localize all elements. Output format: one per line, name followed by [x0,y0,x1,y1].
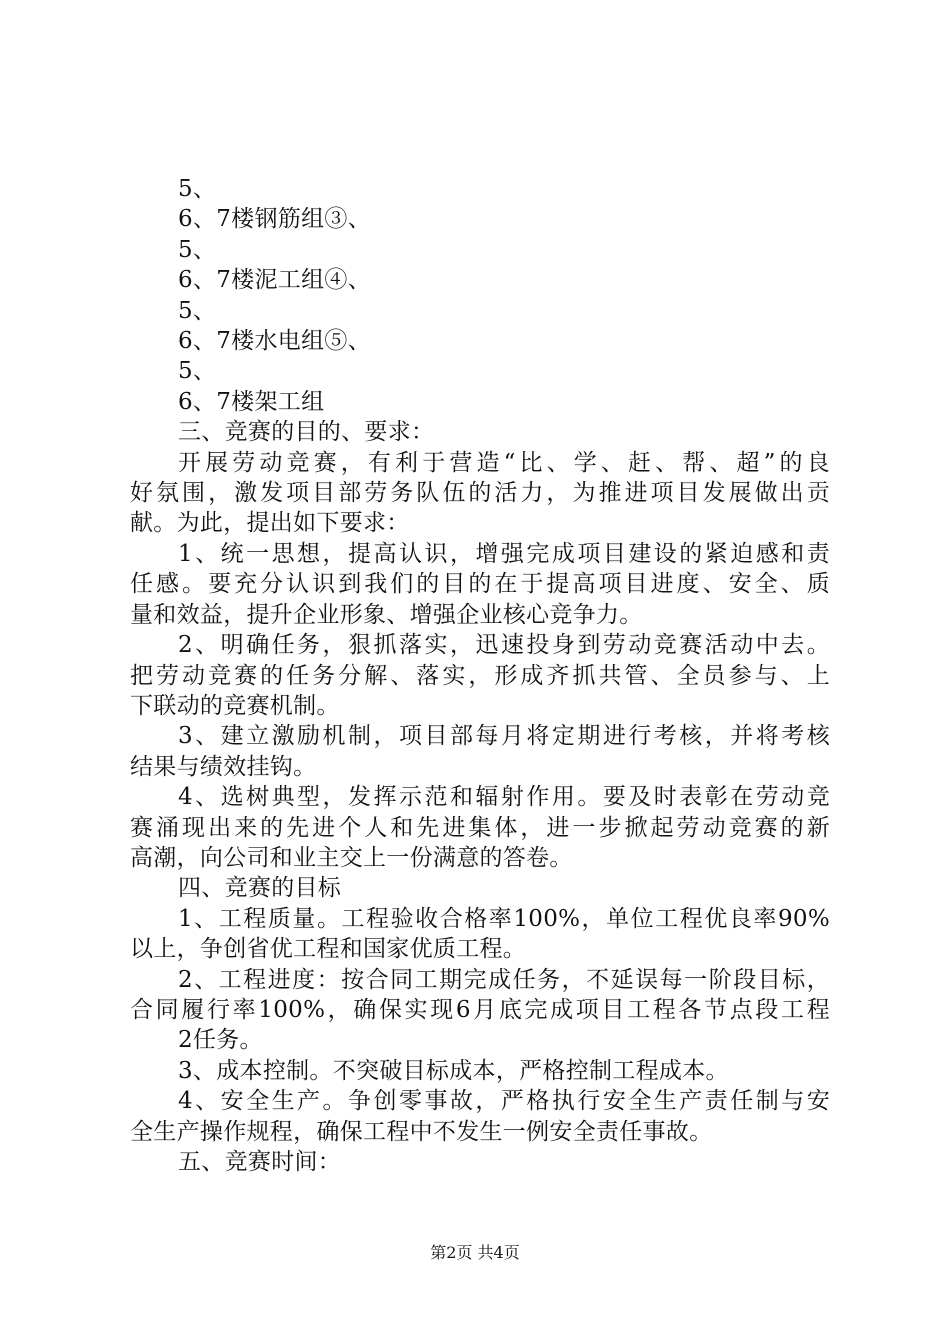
text-line: 1、统一思想，提高认识，增强完成项目建设的紧迫感和责 [178,540,830,567]
text-line: 5、 [178,297,217,324]
text-line: 3、建立激励机制，项目部每月将定期进行考核，并将考核 [178,723,830,750]
text-line: 把劳动竞赛的任务分解、落实，形成齐抓共管、全员参与、上 [130,662,830,689]
text-line: 献。为此，提出如下要求： [130,510,410,537]
text-line: 任感。要充分认识到我们的目的在于提高项目进度、安全、质 [130,571,830,598]
text-line: 5、 [178,236,217,263]
text-line: 4、选树典型，发挥示范和辐射作用。要及时表彰在劳动竞 [178,784,830,811]
text-line: 赛涌现出来的先进个人和先进集体，进一步掀起劳动竞赛的新 [130,814,830,841]
text-line: 四、竞赛的目标 [178,875,342,902]
text-line: 5、 [178,358,217,385]
text-line: 以上，争创省优工程和国家优质工程。 [130,936,527,963]
text-line: 高潮，向公司和业主交上一份满意的答卷。 [130,844,573,871]
text-line: 6、7楼水电组⑤、 [178,328,371,355]
text-line: 6、7楼钢筋组③、 [178,206,371,233]
text-line: 6、7楼架工组 [178,388,325,415]
page-footer: 第2页 共4页 [430,1243,520,1262]
text-line: 下联动的竞赛机制。 [130,692,340,719]
text-line: 3、成本控制。不突破目标成本，严格控制工程成本。 [178,1057,729,1084]
text-line: 2任务。 [178,1027,263,1054]
text-line: 2、明确任务，狠抓落实，迅速投身到劳动竞赛活动中去。 [178,632,830,659]
text-line: 1、工程质量。工程验收合格率100%，单位工程优良率90% [178,905,830,932]
text-line: 好氛围，激发项目部劳务队伍的活力，为推进项目发展做出贡 [130,480,830,507]
text-line: 5、 [178,176,217,202]
text-line: 三、竞赛的目的、要求： [178,419,435,446]
text-line: 结果与绩效挂钩。 [130,753,317,780]
text-line: 4、安全生产。争创零事故，严格执行安全生产责任制与安 [178,1088,830,1115]
text-line: 6、7楼泥工组④、 [178,267,371,294]
text-line: 2、工程进度：按合同工期完成任务，不延误每一阶段目标， [178,966,830,993]
text-line: 五、竞赛时间： [178,1149,342,1175]
text-line: 开展劳动竞赛，有利于营造“比、学、赶、帮、超”的良 [178,449,830,476]
text-line: 合同履行率100%，确保实现6月底完成项目工程各节点段工程 [130,996,830,1023]
text-line: 全生产操作规程，确保工程中不发生一例安全责任事故。 [130,1118,713,1145]
document-body [130,174,830,1177]
text-line: 量和效益，提升企业形象、增强企业核心竞争力。 [130,601,643,628]
